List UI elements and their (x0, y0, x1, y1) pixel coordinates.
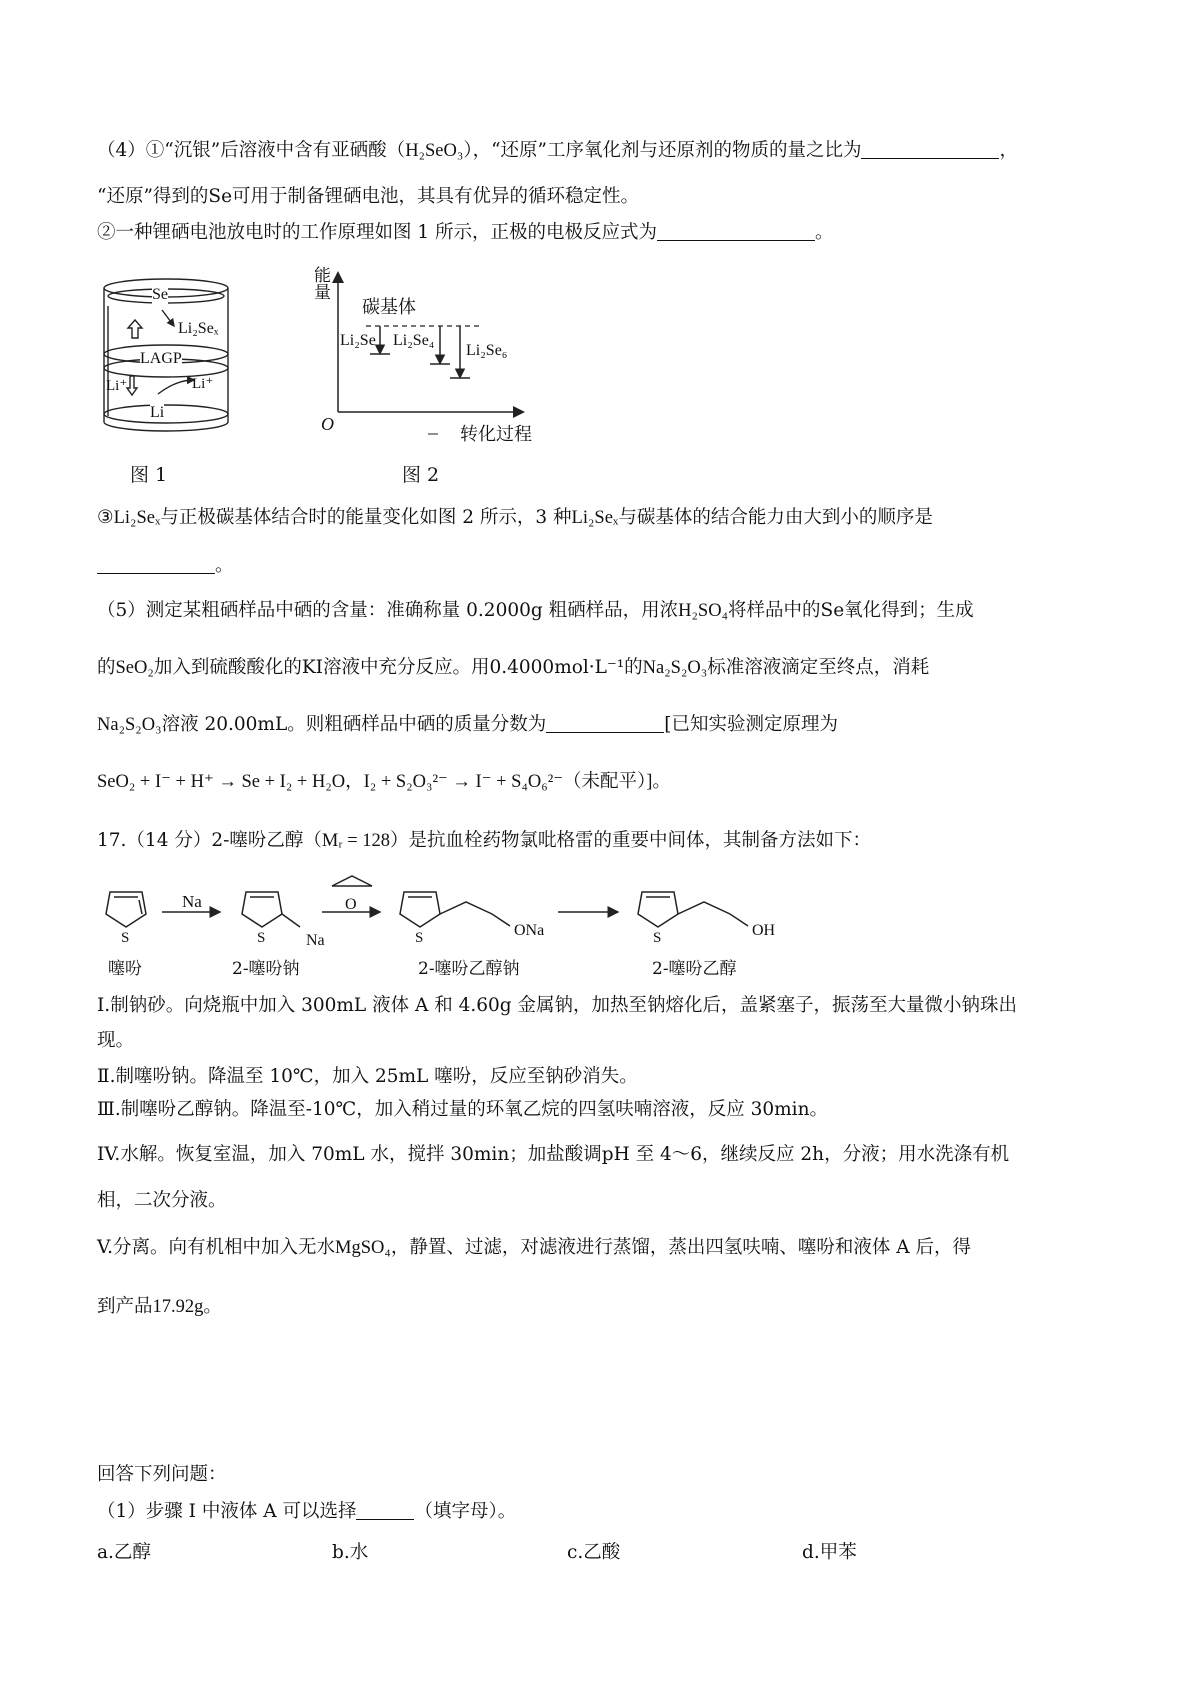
scheme-s-atom-2: S (257, 930, 266, 946)
q5-text: 加入到硫酸酸化的KI溶液中充分反应。用0.4000mol·L⁻¹的 (153, 657, 643, 678)
fig2-y-axis-label: 能量 (310, 266, 330, 300)
q17-text: （1）步骤 I 中液体 A 可以选择 (97, 1501, 357, 1522)
formula-seo2: SeO₂ (115, 658, 154, 678)
q4-text: ②一种锂硒电池放电时的工作原理如图 1 所示，正极的电极反应式为 (97, 222, 658, 243)
equation-1: SeO₂ + I⁻ + H⁺ → Se + I₂ + H₂O (97, 772, 346, 792)
answer-blank[interactable] (657, 223, 815, 241)
scheme-substituent-na: Na (306, 932, 325, 949)
scheme-substituent-ona: ONa (514, 922, 545, 939)
step-5-line-1 (97, 1237, 971, 1259)
scheme-name-thiophene-ethanol-sodium: 2-噻吩乙醇钠 (418, 959, 520, 979)
fig2-base-label: 碳基体 (362, 297, 416, 318)
scheme-s-atom-1: S (121, 930, 130, 946)
fig1-label-li-plus-left: Li⁺ (106, 378, 128, 394)
figure-2-caption: 图 2 (402, 464, 440, 486)
fig1-label-lagp: LAGP (140, 350, 182, 367)
scheme-name-thiophene-sodium: 2-噻吩钠 (232, 959, 300, 979)
q5-line-2 (97, 657, 929, 679)
q17-text: ，静置、过滤，对滤液进行蒸馏，蒸出四氢呋喃、噻吩和液体 A 后，得 (390, 1237, 971, 1258)
q4-line-4 (97, 507, 933, 529)
q4-line-1 (97, 140, 1018, 162)
sub-question-1 (97, 1501, 516, 1523)
answer-blank[interactable] (546, 715, 664, 733)
answer-blank[interactable] (97, 556, 215, 574)
step-4-line-1: IV.水解。恢复室温，加入 70mL 水，搅拌 30min；加盐酸调pH 至 4～6，继续反应 2h，分液；用水洗涤有机 (97, 1144, 1010, 1165)
fig1-label-li-plus-right: Li⁺ (192, 376, 214, 392)
fig2-origin: O (321, 414, 334, 434)
fig1-label-se: Se (152, 286, 168, 303)
q17-text: 。 (203, 1296, 222, 1317)
q4-text: （4）①“沉银”后溶液中含有亚硒酸（ (97, 140, 406, 161)
fig2-species-li2se: Li₂Se (340, 332, 376, 349)
formula-li2sex: Li₂Seₓ (113, 508, 161, 528)
q4-text: 与正极碳基体结合时的能量变化如图 2 所示，3 种 (160, 507, 572, 528)
fig2-species-li2se6: Li₂Se₆ (466, 342, 508, 359)
q5-text: 的 (97, 657, 116, 678)
q5-line-1 (97, 600, 974, 622)
q5-text: 标准溶液滴定至终点，消耗 (707, 657, 930, 678)
q17-text: 17.（14 分）2-噻吩乙醇（ (97, 830, 322, 851)
fig1-label-li2sex: Li₂Seₓ (178, 320, 219, 337)
step-1-line-1: I.制钠砂。向烧瓶中加入 300mL 液体 A 和 4.60g 金属钠，加热至钠熔化后，盖紧塞子，振荡至大量微小钠珠出 (97, 995, 1018, 1016)
step-1-line-2: 现。 (97, 1030, 135, 1051)
product-mass: 17.92g (152, 1297, 204, 1317)
q5-line-3 (97, 714, 838, 736)
figure-1-caption: 图 1 (130, 464, 168, 486)
q4-text: ③ (97, 507, 114, 528)
q17-text: ）是抗血栓药物氯吡格雷的重要中间体，其制备方法如下： (390, 830, 872, 851)
step-5-line-2 (97, 1296, 222, 1318)
option-c[interactable]: c.乙酸 (567, 1542, 621, 1563)
q4-line-5 (97, 555, 234, 577)
q17-text: （填字母）。 (414, 1501, 517, 1522)
formula-mgso4: MgSO₄ (335, 1238, 391, 1258)
q17-text: V.分离。向有机相中加入无水 (97, 1237, 336, 1258)
q5-text: 溶液 20.00mL。则粗硒样品中硒的质量分数为 (161, 714, 547, 735)
q5-line-4 (97, 771, 671, 793)
scheme-reagent-na: Na (182, 892, 202, 911)
scheme-substituent-oh: OH (752, 922, 776, 939)
formula-h2seo3: H₂SeO₃ (405, 141, 464, 161)
option-a[interactable]: a.乙醇 (97, 1542, 151, 1563)
scheme-s-atom-4: S (653, 930, 662, 946)
answer-intro: 回答下列问题： (97, 1464, 227, 1485)
reaction-scheme (96, 872, 796, 952)
formula-na2s2o3: Na₂S₂O₃ (97, 715, 162, 735)
scheme-name-thiophene-ethanol: 2-噻吩乙醇 (652, 959, 737, 979)
answer-blank[interactable] (861, 141, 999, 159)
formula-h2so4: H₂SO₄ (678, 601, 729, 621)
option-b[interactable]: b.水 (332, 1542, 369, 1563)
q4-line-3 (97, 222, 834, 244)
answer-blank[interactable] (356, 1502, 414, 1520)
option-d[interactable]: d.甲苯 (802, 1542, 857, 1563)
q4-text: ），“还原”工序氧化剂与还原剂的物质的量之比为 (463, 140, 862, 161)
scheme-epoxide-o: O (345, 896, 357, 913)
equation-2: I₂ + S₂O₃²⁻ → I⁻ + S₄O₆²⁻ (363, 772, 564, 792)
formula-li2sex: Li₂Seₓ (571, 508, 619, 528)
scheme-name-thiophene: 噻吩 (108, 959, 142, 979)
fig2-x-axis-label: 转化过程 (460, 424, 532, 445)
step-4-line-2: 相，二次分液。 (97, 1190, 227, 1211)
fig2-species-li2se4: Li₂Se₄ (393, 332, 435, 349)
q5-text: （未配平）]。 (563, 772, 671, 792)
q4-text: 。 (815, 222, 834, 243)
q4-text: 。 (215, 555, 234, 576)
formula-mr: Mᵣ = 128 (321, 831, 391, 851)
step-3: Ⅲ.制噻吩乙醇钠。降温至-10℃，加入稍过量的环氧乙烷的四氢呋喃溶液，反应 30min。 (97, 1099, 829, 1120)
figure-2-energy-diagram (310, 266, 550, 436)
formula-na2s2o3: Na₂S₂O₃ (642, 658, 708, 678)
q4-text: 与碳基体的结合能力由大到小的顺序是 (618, 507, 933, 528)
q17-title (97, 830, 871, 852)
q5-text: [已知实验测定原理为 (664, 714, 838, 735)
q5-text: ， (345, 772, 364, 792)
fig1-label-li: Li (150, 404, 165, 421)
step-2: Ⅱ.制噻吩钠。降温至 10℃，加入 25mL 噻吩，反应至钠砂消失。 (97, 1066, 638, 1087)
q5-text: 将样品中的Se氧化得到；生成 (728, 600, 974, 621)
q4-text: ， (999, 140, 1018, 161)
q4-line-2: “还原”得到的Se可用于制备锂硒电池，其具有优异的循环稳定性。 (97, 186, 640, 207)
scheme-s-atom-3: S (415, 930, 424, 946)
q5-text: （5）测定某粗硒样品中硒的含量：准确称量 0.2000g 粗硒样品，用浓 (97, 600, 679, 621)
q17-text: 到产品 (97, 1296, 153, 1317)
